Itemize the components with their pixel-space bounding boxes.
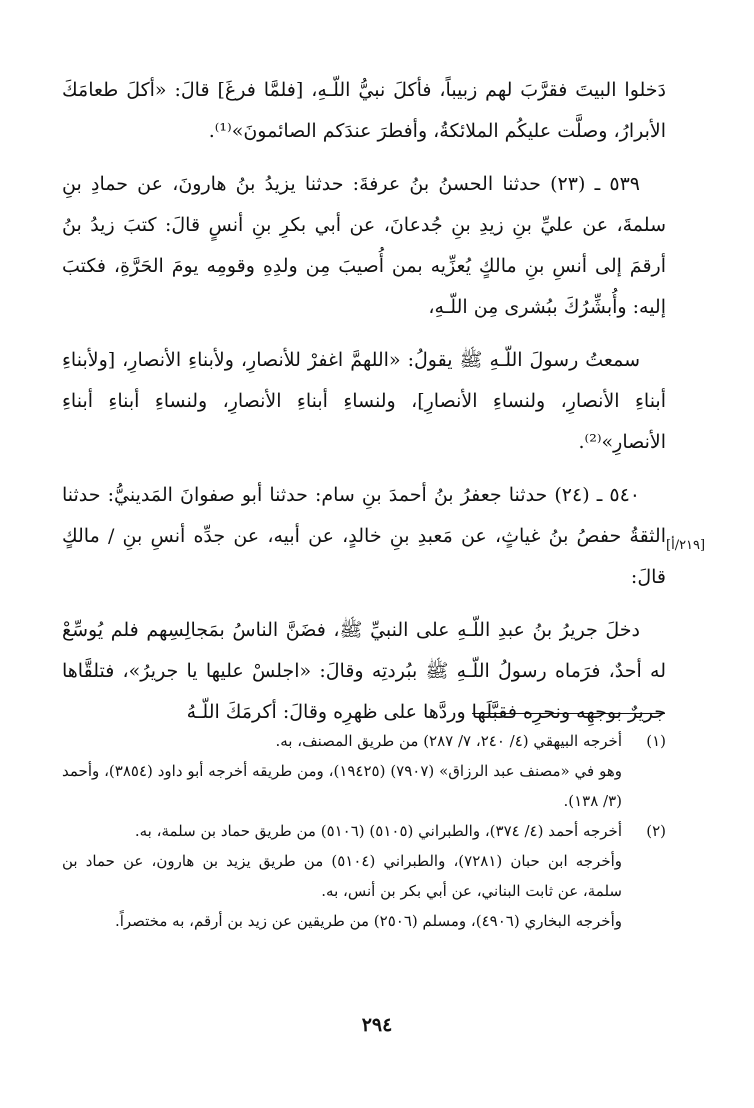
hadith-540-text: دخلَ جريرُ بنُ عبدِ اللّـهِ على النبيِّ ﷺ، فضَنَّ الناسُ بمَجالِسِهم فلم يُوسِّعْ له أحدٌ، فرَماه رسولُ اللّـهِ ﷺ ببُردتِه وقالَ: «اجلسْ عليها يا جريرُ»، فتلقَّاها جريرٌ بوجهِه ونحرِه فقبَّلَها وردَّها على ظهرِه وقالَ: أكرمَكَ اللّـهُ [62, 619, 666, 723]
footnote-line: أخرجه أحمد (٤/ ٣٧٤)، والطبراني (٥١٠٥) (٥١٠٦) من طريق حماد بن سلمة، به. [134, 822, 622, 840]
manuscript-folio-marker: [٢١٩/أ] [666, 538, 706, 553]
main-text [62, 70, 666, 733]
footnotes [62, 726, 666, 936]
footnote-line: وأخرجه ابن حبان (٧٢٨١)، والطبراني (٥١٠٤) من طريق يزيد بن هارون، عن حماد بن سلمة، عن ثابت البناني، عن أبي بكر بن أنس، به. [62, 852, 623, 900]
footnote-1 [62, 726, 666, 816]
footnote-line: وأخرجه البخاري (٤٩٠٦)، ومسلم (٢٥٠٦) من طريقين عن زيد بن أرقم، به مختصراً. [114, 912, 622, 930]
footnote-body [62, 726, 622, 816]
page-number: ٢٩٤ [361, 1014, 393, 1036]
footnote-line: أخرجه البيهقي (٤/ ٢٤٠، ٧/ ٢٨٧) من طريق المصنف، به. [275, 732, 622, 750]
paragraph-continuation: دَخلوا البيتَ فقرَّبَ لهم زبيباً، فأكلَ نبيُّ اللّـهِ، [فلمَّا فرغَ] قالَ: «أكلَ طعامَكَ الأبرارُ، وصلَّت عليكُم الملائكةُ، وأفطرَ عندَكم الصائمونَ»⁽¹⁾. [62, 79, 666, 142]
footnote-separator [472, 713, 665, 714]
hadith-539-text: سمعتُ رسولَ اللّـهِ ﷺ يقولُ: «اللهمَّ اغفرْ للأنصارِ، ولأبناءِ الأنصارِ، [ولأبناءِ أبناءِ الأنصارِ، ولنساءِ الأنصارِ]، ولنساءِ أبناءِ الأنصارِ، ولنساءِ أبناءِ أبناءِ الأنصارِ»⁽²⁾. [62, 349, 666, 453]
footnote-number: (٢) [646, 822, 666, 840]
hadith-540: ٥٤٠ ـ (٢٤) حدثنا جعفرُ بنُ أحمدَ بنِ سام: حدثنا أبو صفوانَ المَدينيُّ: حدثنا الثقةُ حفصُ بنُ غياثٍ، عن مَعبدِ بنِ خالدٍ، عن أبيه، عن جدِّه أنسِ بنِ / مالكٍ قالَ: [62, 484, 666, 588]
hadith-539: ٥٣٩ ـ (٢٣) حدثنا الحسنُ بنُ عرفةَ: حدثنا يزيدُ بنُ هارونَ، عن حمادِ بنِ سلمةَ، عن عليِّ بنِ زيدِ بنِ جُدعانَ، عن أبي بكرِ بنِ أنسٍ قالَ: كتبَ زيدُ بنُ أرقمَ إلى أنسِ بنِ مالكٍ يُعزِّيه بمن أُصيبَ مِن ولدِهِ وقومِه يومَ الحَرَّةِ، فكتبَ إليه: وأُبشِّرُكَ ببُشرى مِن اللّـهِ، [62, 173, 666, 318]
footnote-number: (١) [646, 732, 666, 750]
footnote-2 [62, 816, 666, 936]
footnote-line: وهو في «مصنف عبد الرزاق» (٧٩٠٧) (١٩٤٢٥)، ومن طريقه أخرجه أبو داود (٣٨٥٤)، وأحمد (٣/ ١٣٨). [62, 762, 622, 810]
footnote-body [62, 816, 622, 936]
